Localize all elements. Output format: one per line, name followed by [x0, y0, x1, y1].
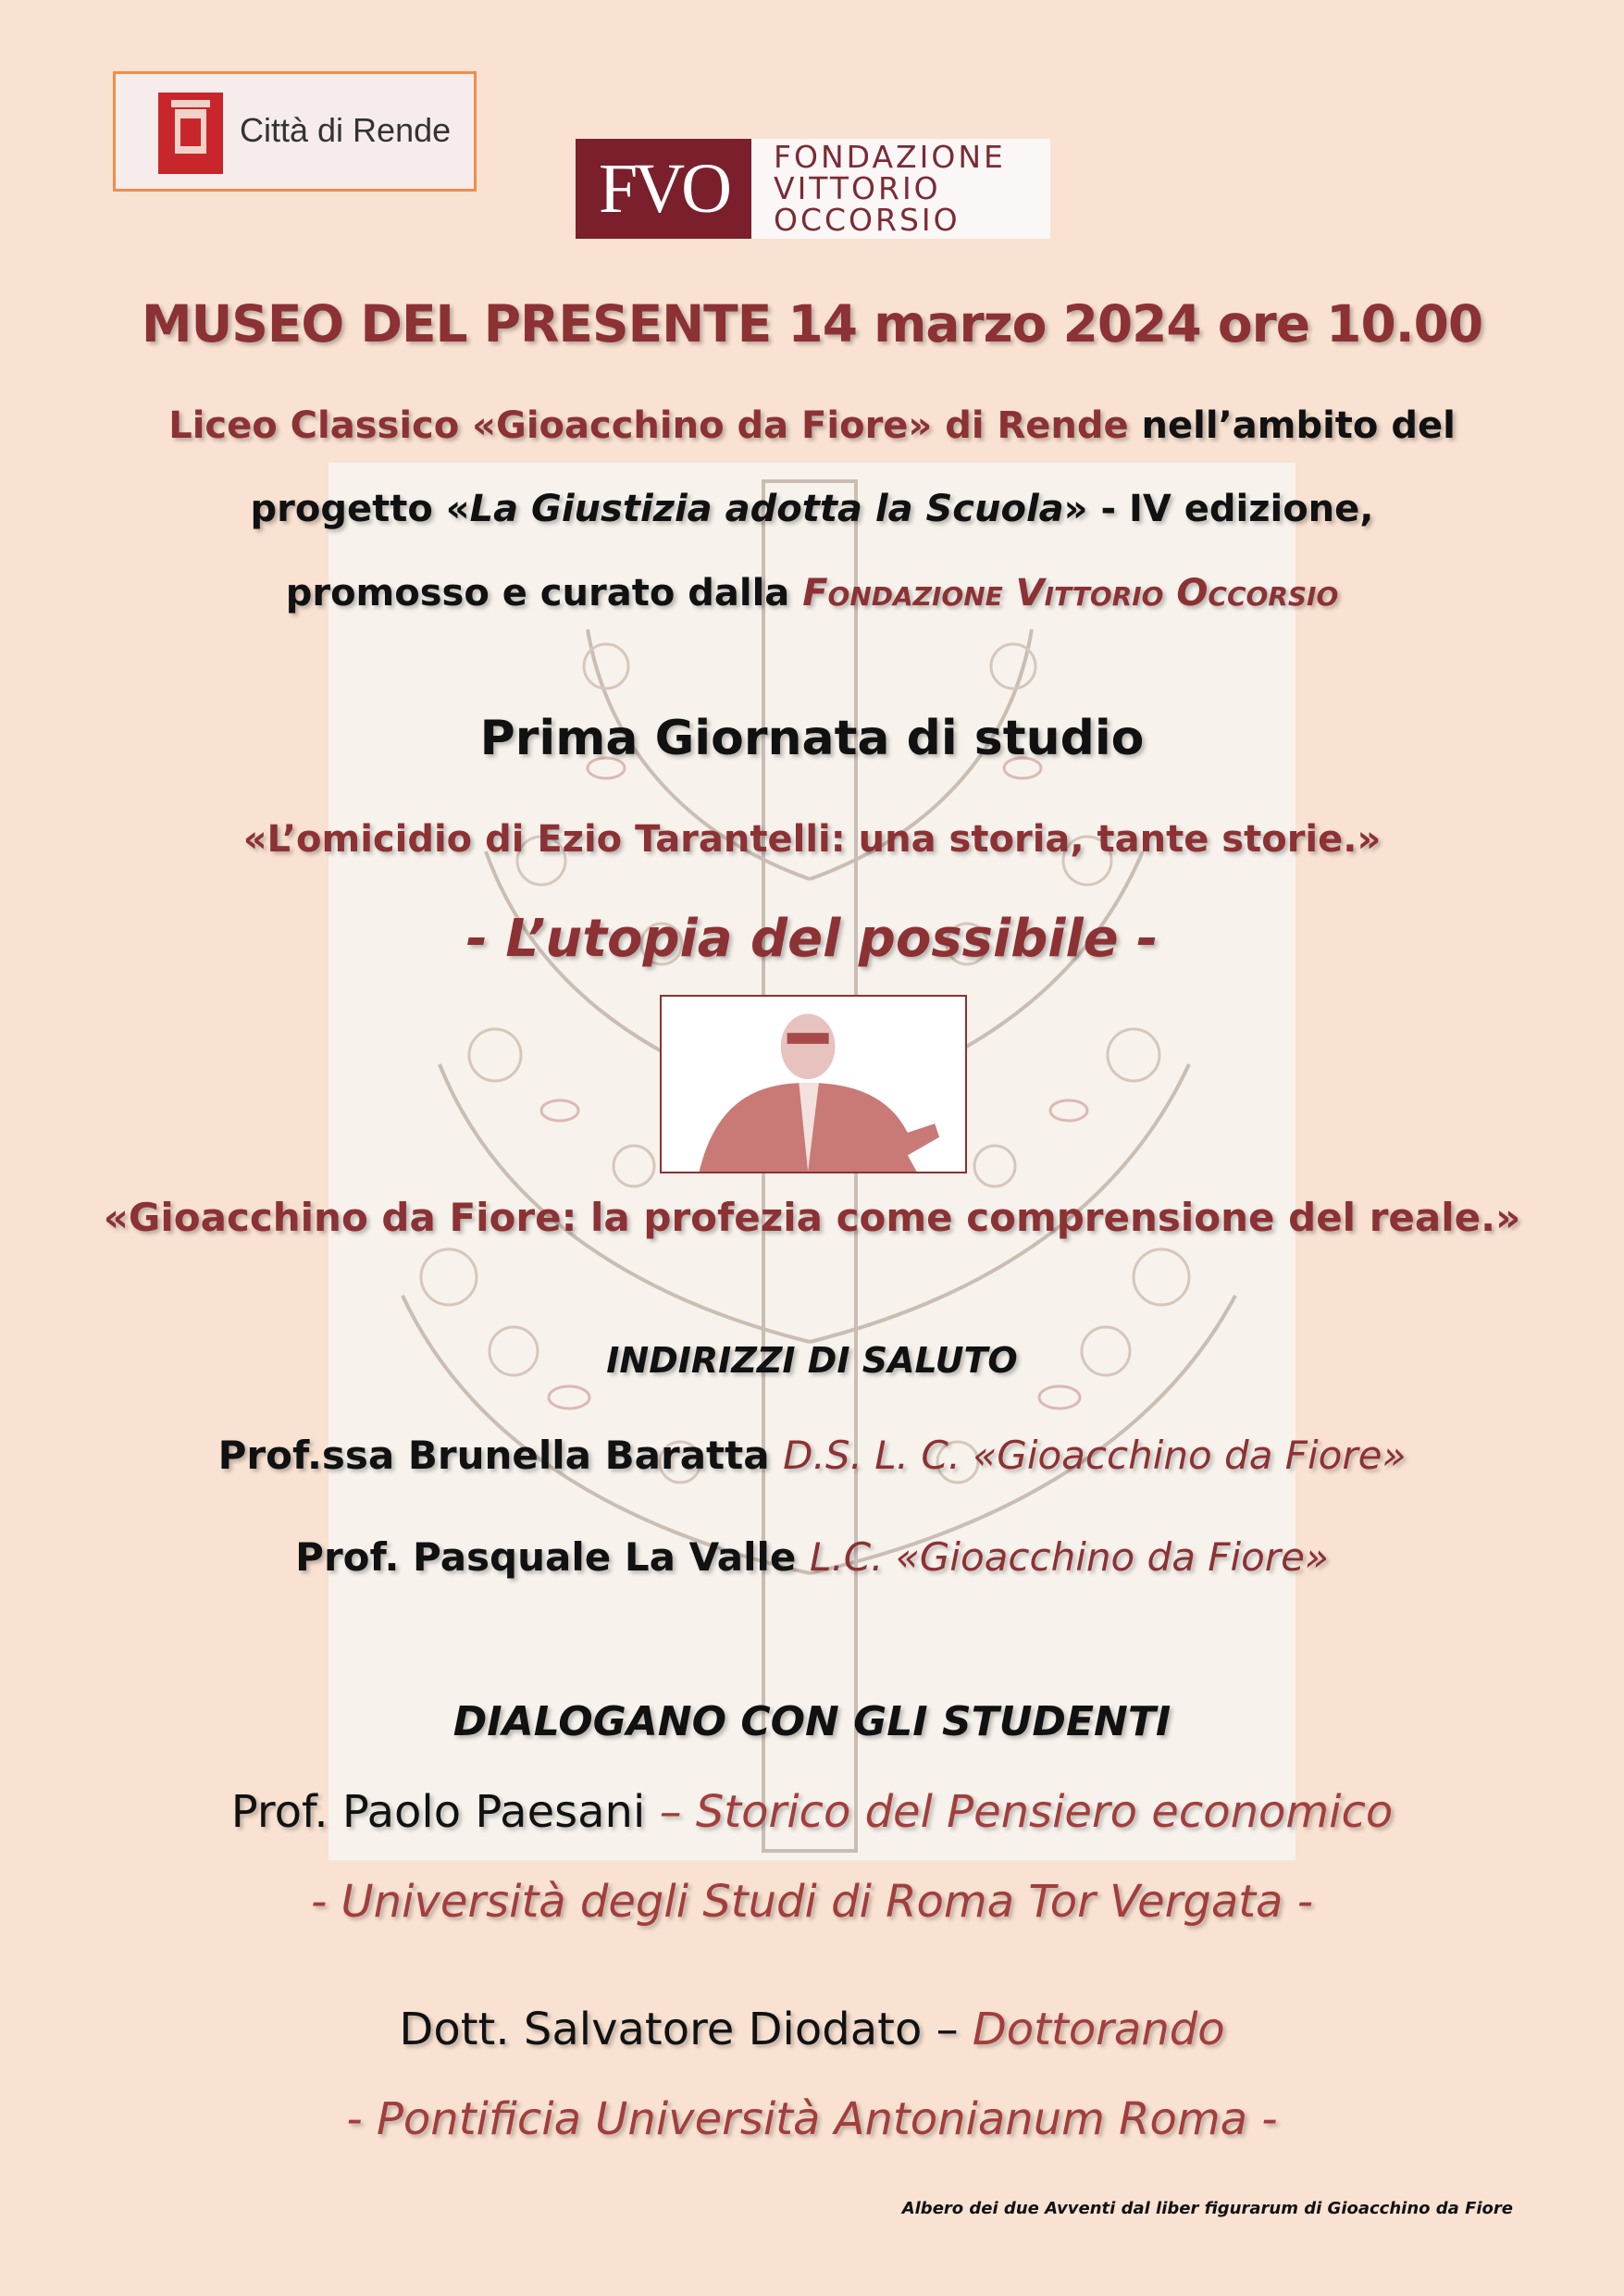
fondazione-vittorio-occorsio-logo [576, 139, 1050, 239]
rende-logo-text: Città di Rende [240, 111, 452, 149]
project-prefix: progetto « [250, 488, 470, 530]
school-name: Liceo Classico «Gioacchino da Fiore» di Rende [168, 404, 1129, 447]
ambit-text: nell’ambito del [1128, 404, 1456, 447]
rende-coat-of-arms-icon [158, 93, 223, 174]
event-theme: «Gioacchino da Fiore: la profezia come comprensione del reale.» [103, 1195, 1521, 1240]
greeting-person-2 [0, 1534, 1624, 1580]
citta-di-rende-logo [113, 71, 477, 192]
page-title: MUSEO DEL PRESENTE 14 marzo 2024 ore 10.00 [141, 294, 1483, 354]
fvo-mark: FVO [576, 139, 751, 239]
portrait-illustration [662, 997, 965, 1172]
greeting-name-1: Prof.ssa Brunella Baratta [217, 1433, 784, 1478]
project-suffix: » - IV edizione, [1063, 488, 1374, 530]
promoted-text: promosso e curato dalla [285, 572, 803, 614]
event-subtitle: «L’omicidio di Ezio Tarantelli: una storia, tante storie.» [242, 818, 1382, 861]
intro-line-1 [0, 404, 1624, 447]
speaker-name-1: Prof. Paolo Paesani [230, 1786, 660, 1838]
fvo-line-1: FONDAZIONE [774, 139, 1006, 175]
portrait-photo [660, 995, 967, 1173]
image-caption: Albero dei due Avventi dal liber figurarum di Gioacchino da Fiore [901, 2199, 1513, 2218]
speaker-role-1: – Storico del Pensiero economico [659, 1786, 1394, 1838]
greeting-role-1: D.S. L. C. «Gioacchino da Fiore» [783, 1433, 1407, 1478]
intro-line-3 [0, 572, 1624, 614]
event-motto: - L’utopia del possibile - [465, 909, 1159, 969]
speaker-1 [0, 1786, 1624, 1838]
speaker-2 [0, 2004, 1624, 2055]
greeting-person-1 [0, 1433, 1624, 1478]
intro-line-2 [0, 488, 1624, 530]
project-name: La Giustizia adotta la Scuola [469, 488, 1064, 530]
speaker-role-2: Dottorando [972, 2004, 1225, 2055]
foundation-name: Fondazione Vittorio Occorsio [802, 572, 1339, 614]
fvo-line-3: OCCORSIO [774, 202, 961, 238]
fvo-line-2: VITTORIO [774, 170, 941, 206]
speaker-affiliation-1: - Università degli Studi di Roma Tor Vergata - [310, 1876, 1314, 1928]
greeting-name-2: Prof. Pasquale La Valle [295, 1534, 811, 1580]
greetings-heading: INDIRIZZI DI SALUTO [606, 1340, 1018, 1381]
greeting-role-2: L.C. «Gioacchino da Fiore» [810, 1534, 1329, 1580]
dialogue-heading: DIALOGANO CON GLI STUDENTI [452, 1698, 1172, 1745]
speaker-affiliation-2: - Pontificia Università Antonianum Roma - [346, 2093, 1278, 2145]
study-day-title: Prima Giornata di studio [479, 711, 1145, 766]
speaker-name-2: Dott. Salvatore Diodato – [399, 2004, 973, 2055]
